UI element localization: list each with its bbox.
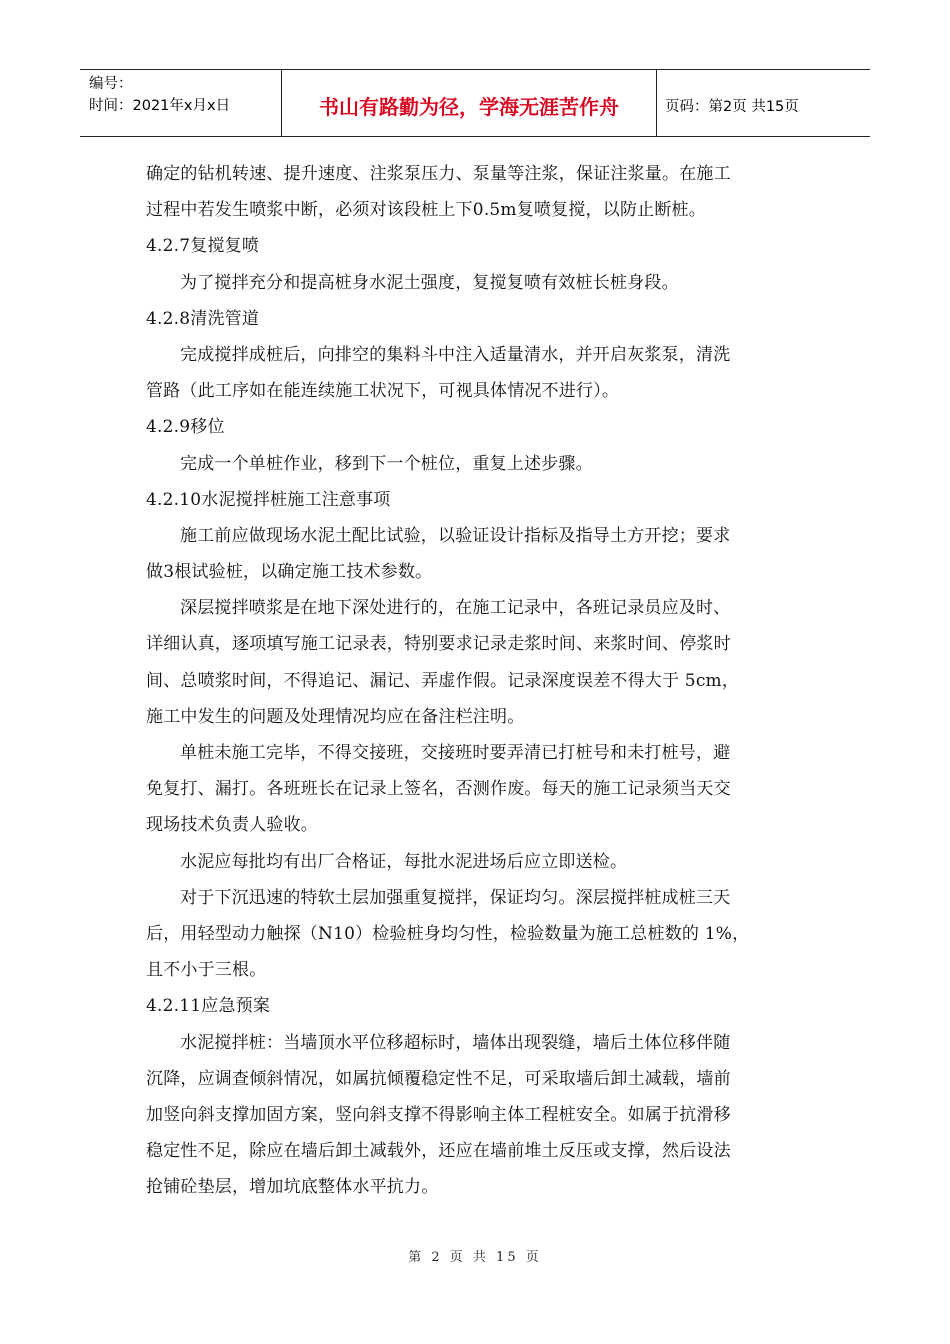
body-text-line: 完成搅拌成桩后，向排空的集料斗中注入适量清水，并开启灰浆泵，清洗 [180, 344, 731, 365]
body-text-line: 详细认真，逐项填写施工记录表，特别要求记录走浆时间、来浆时间、停浆时 [146, 634, 731, 655]
body-text-line: 管路（此工序如在能连续施工状况下，可视具体情况不进行）。 [146, 381, 620, 402]
body-text-line: 过程中若发生喷浆中断，必须对该段桩上下0.5m复喷复搅，以防止断桩。 [146, 200, 706, 221]
body-text-line: 做3根试验桩，以确定施工技术参数。 [146, 562, 433, 583]
body-text-line: 施工前应做现场水泥土配比试验，以验证设计指标及指导土方开挖；要求 [180, 525, 731, 546]
page-header [80, 69, 870, 137]
section-heading: 4.2.8清洗管道 [146, 308, 260, 329]
body-text-line: 确定的钻机转速、提升速度、注浆泵压力、泵量等注浆，保证注浆量。在施工 [146, 164, 731, 184]
body-text-line: 稳定性不足，除应在墙后卸土减载外，还应在墙前堆土反压或支撑，然后设法 [146, 1141, 731, 1162]
body-text-line: 间、总喷浆时间，不得追记、漏记、弄虚作假。记录深度误差不得大于 5cm， [146, 670, 740, 691]
body-text-line: 沉降，应调查倾斜情况，如属抗倾覆稳定性不足，可采取墙后卸土减载，墙前 [146, 1068, 731, 1089]
body-text-line: 水泥应每批均有出厂合格证，每批水泥进场后应立即送检。 [180, 851, 628, 872]
document-date-label: 时间：2021年x月x日 [89, 98, 231, 114]
page-footer: 第 2 页 共 15 页 [408, 1250, 542, 1265]
section-heading: 4.2.7复搅复喷 [146, 236, 260, 257]
body-text-line: 水泥搅拌桩：当墙顶水平位移超标时，墙体出现裂缝，墙后土体位移伴随 [180, 1032, 731, 1053]
document-number-label: 编号： [89, 76, 133, 92]
header-page-info: 页码：第2页 共15页 [665, 98, 799, 115]
body-text-line: 加竖向斜支撑加固方案，竖向斜支撑不得影响主体工程桩安全。如属于抗滑移 [146, 1104, 731, 1125]
section-heading: 4.2.9移位 [146, 417, 225, 438]
body-text-line: 抢铺砼垫层，增加坑底整体水平抗力。 [146, 1177, 439, 1198]
body-text-line: 为了搅拌充分和提高桩身水泥土强度，复搅复喷有效桩长桩身段。 [180, 272, 679, 293]
body-text-line: 对于下沉迅速的特软土层加强重复搅拌，保证均匀。深层搅拌桩成桩三天 [180, 887, 731, 908]
body-text-line: 施工中发生的问题及处理情况均应在备注栏注明。 [146, 706, 525, 727]
section-heading: 4.2.11应急预案 [146, 996, 271, 1017]
body-text-line: 后，用轻型动力触探（N10）检验桩身均匀性，检验数量为施工总桩数的 1%， [146, 923, 750, 944]
body-text-line: 完成一个单桩作业，移到下一个桩位，重复上述步骤。 [180, 453, 593, 474]
body-text-line: 免复打、漏打。各班班长在记录上签名，否测作废。每天的施工记录须当天交 [146, 779, 731, 800]
section-heading: 4.2.10水泥搅拌桩施工注意事项 [146, 489, 391, 510]
document-body [146, 156, 806, 1205]
body-text-line: 深层搅拌喷浆是在地下深处进行的，在施工记录中，各班记录员应及时、 [180, 598, 731, 619]
header-meta-cell [80, 70, 282, 136]
body-text-line: 且不小于三根。 [146, 960, 267, 981]
body-text-line: 单桩未施工完毕，不得交接班，交接班时要弄清已打桩号和未打桩号，避 [180, 743, 731, 763]
body-text-line: 现场技术负责人验收。 [146, 815, 318, 836]
header-motto: 书山有路勤为径，学海无涯苦作舟 [282, 70, 657, 136]
